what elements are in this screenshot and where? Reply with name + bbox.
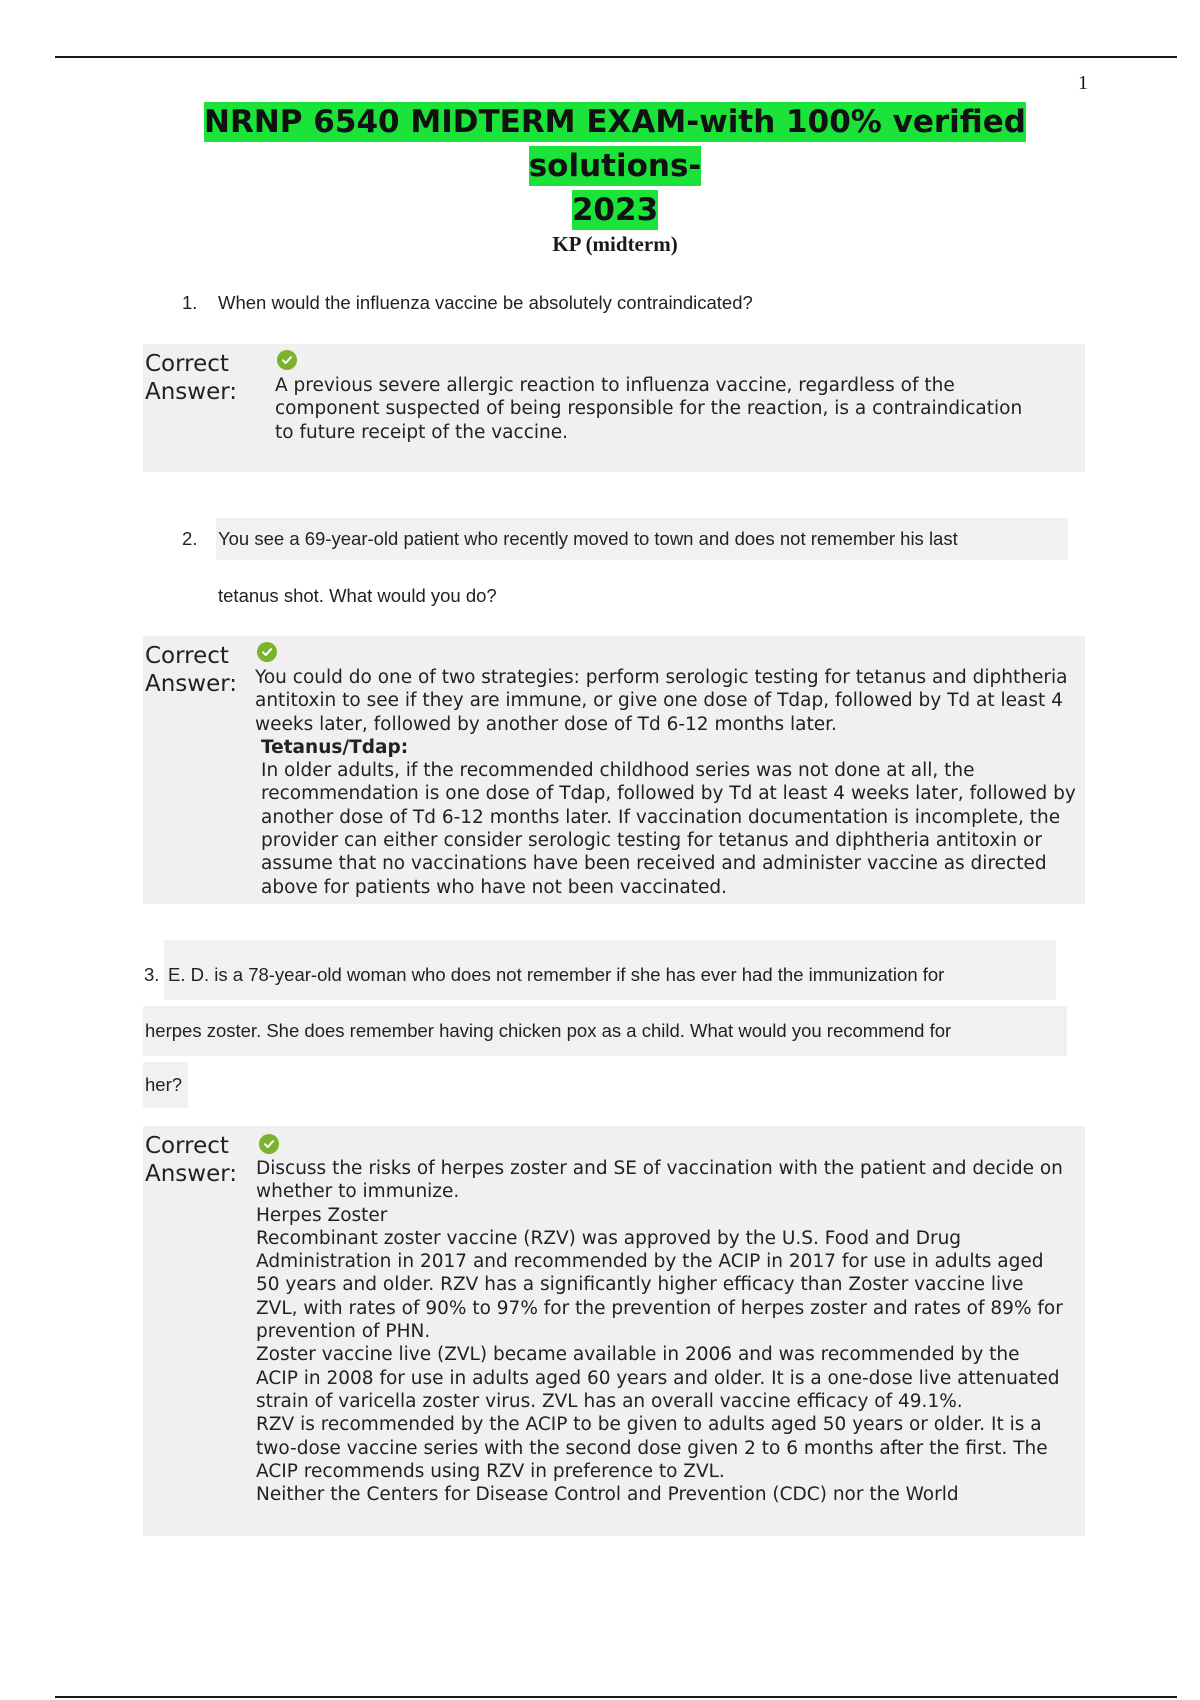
answer-paragraph: In older adults, if the recommended childhood series was not done at all, the recommendation is one dose of Tdap, followed by Td at least 4 weeks later, followed by another dose of Td 6-12 months later. If vaccination documentation is incomplete, the provider can either consider serologic testing for tetanus and diphtheria antitoxin or assume that no vaccinations have been received and administer vaccine as directed above for patients who have not been vaccinated. <box>261 760 1076 898</box>
answer-label-line-1: Correct <box>145 1133 229 1159</box>
question-text-line: E. D. is a 78-year-old woman who does not remember if she has ever had the immunization for <box>164 940 1056 1000</box>
answer-text <box>255 666 1081 899</box>
answer-text <box>275 374 1045 444</box>
answer-paragraph: Recombinant zoster vaccine (RZV) was approved by the U.S. Food and Drug Administration in 2017 and recommended by the ACIP in 2017 for use in adults aged 50 years and older. RZV has a significantly higher efficacy than Zoster vaccine live ZVL, with rates of 90% to 97% for the prevention of herpes zoster and rates of 89% for prevention of PHN. <box>256 1227 1063 1343</box>
question-number: 2. <box>182 528 198 549</box>
check-icon <box>257 642 277 662</box>
title-line-1: NRNP 6540 MIDTERM EXAM-with 100% verified solutions- <box>204 104 1026 184</box>
answer-box-3 <box>143 1126 1085 1536</box>
check-icon <box>277 350 297 370</box>
answer-label-line-2: Answer: <box>145 671 238 697</box>
question-text-line: You see a 69-year-old patient who recently moved to town and does not remember his last <box>216 518 1068 560</box>
answer-label-line-1: Correct <box>145 351 229 377</box>
bottom-rule <box>55 1696 1177 1698</box>
answer-heading: Tetanus/Tdap: <box>261 736 409 758</box>
question-text-line: When would the influenza vaccine be absolutely contraindicated? <box>218 292 753 313</box>
top-rule <box>55 56 1177 58</box>
answer-label <box>145 642 237 698</box>
answer-paragraph: Zoster vaccine live (ZVL) became available in 2006 and was recommended by the ACIP in 2008 for use in adults aged 60 years and older. It is a one-dose live attenuated strain of varicella zoster virus. ZVL has an overall vaccine efficacy of 49.1%. <box>256 1344 1060 1412</box>
question-number: 1. <box>182 292 198 313</box>
answer-label <box>145 1132 237 1188</box>
answer-label <box>145 350 237 406</box>
answer-paragraph: A previous severe allergic reaction to influenza vaccine, regardless of the component suspected of being responsible for the reaction, is a contraindication to future receipt of the vaccine. <box>275 375 1023 443</box>
answer-paragraph: You could do one of two strategies: perform serologic testing for tetanus and diphtheria antitoxin to see if they are immune, or give one dose of Tdap, followed by Td at least 4 weeks later, followed by another dose of Td 6-12 months later. <box>255 667 1068 735</box>
answer-paragraph: RZV is recommended by the ACIP to be given to adults aged 50 years or older. It is a two-dose vaccine series with the second dose given 2 to 6 months after the first. The ACIP recommends using RZV in preference to ZVL. <box>256 1414 1048 1482</box>
page-number: 1 <box>1078 72 1088 94</box>
question-text-line: herpes zoster. She does remember having chicken pox as a child. What would you recommend for <box>143 1006 1067 1056</box>
page-title <box>140 100 1090 232</box>
answer-heading: Herpes Zoster <box>256 1204 388 1226</box>
page-subtitle: KP (midterm) <box>552 232 678 256</box>
answer-paragraph: Discuss the risks of herpes zoster and SE of vaccination with the patient and decide on whether to immunize. <box>256 1158 1063 1203</box>
check-icon <box>259 1134 279 1154</box>
question-text-line: her? <box>143 1062 188 1108</box>
answer-label-line-2: Answer: <box>145 1161 238 1187</box>
answer-paragraph: Neither the Centers for Disease Control and Prevention (CDC) nor the World <box>256 1484 959 1506</box>
title-line-2: 2023 <box>571 192 659 228</box>
answer-label-line-1: Correct <box>145 643 229 669</box>
answer-text <box>256 1157 1066 1506</box>
question-number: 3. <box>144 964 160 985</box>
question-text-line: tetanus shot. What would you do? <box>218 585 497 606</box>
answer-box-1 <box>143 344 1085 472</box>
answer-label-line-2: Answer: <box>145 379 238 405</box>
answer-box-2 <box>143 636 1085 904</box>
